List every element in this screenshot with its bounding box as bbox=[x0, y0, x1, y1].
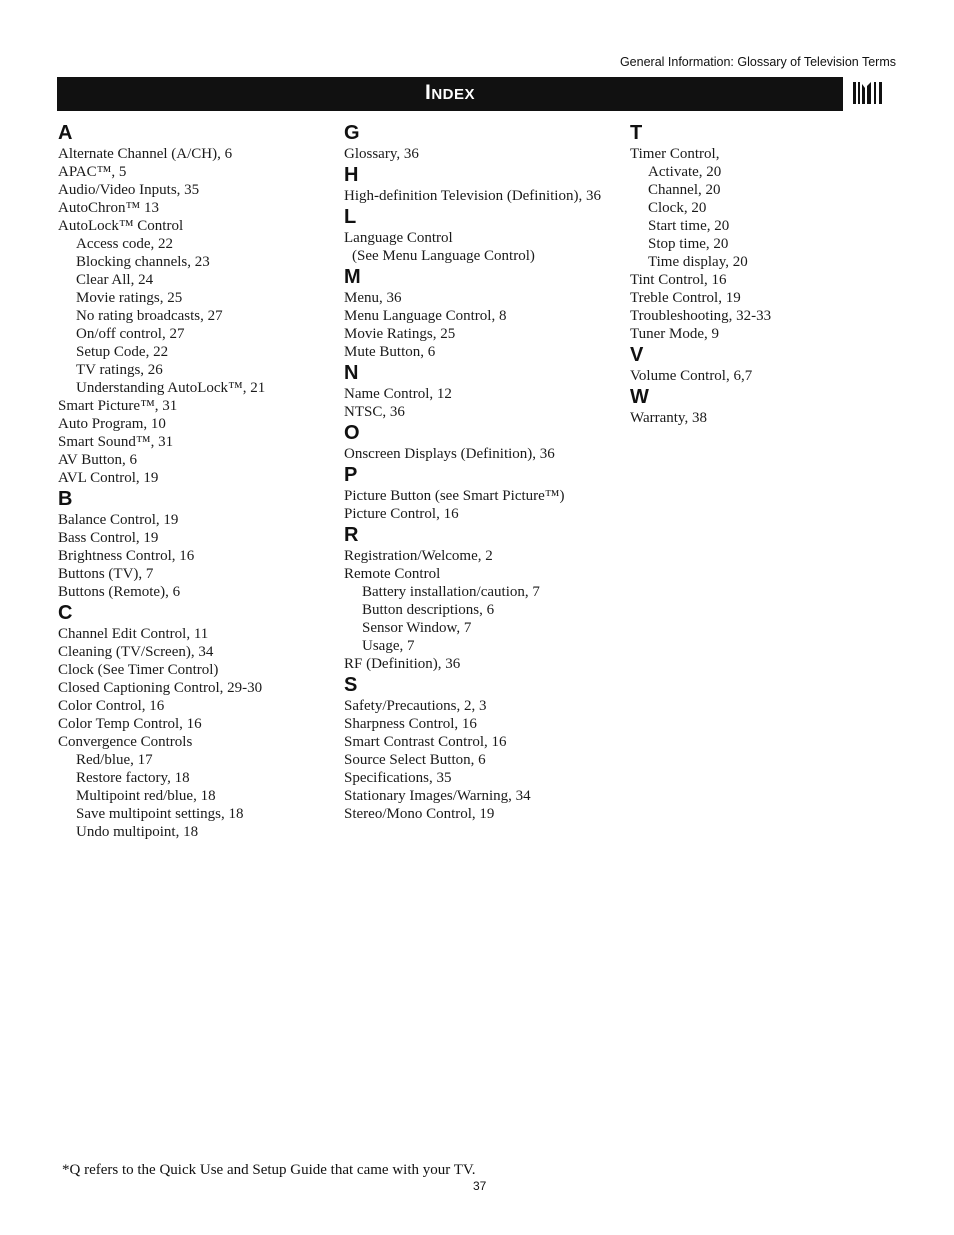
index-entry: Glossary, 36 bbox=[344, 146, 419, 162]
index-letter-heading: W bbox=[630, 386, 649, 408]
index-column-3 bbox=[630, 121, 910, 427]
index-letter-heading: O bbox=[344, 422, 360, 444]
index-letter-heading: M bbox=[344, 266, 361, 288]
index-subentry: TV ratings, 26 bbox=[76, 362, 163, 378]
index-entry: Sharpness Control, 16 bbox=[344, 716, 477, 732]
index-section-v bbox=[630, 343, 910, 385]
index-letter-heading: L bbox=[344, 206, 357, 228]
page-number: 37 bbox=[473, 1179, 487, 1193]
index-entry: Alternate Channel (A/CH), 6 bbox=[58, 146, 233, 162]
index-entry: Buttons (TV), 7 bbox=[58, 566, 154, 582]
index-entry: (See Menu Language Control) bbox=[352, 248, 535, 264]
index-entry: Movie Ratings, 25 bbox=[344, 326, 456, 342]
index-subentry: Button descriptions, 6 bbox=[362, 602, 495, 618]
index-entry: Picture Control, 16 bbox=[344, 506, 459, 522]
index-letter-heading: P bbox=[344, 464, 358, 486]
index-column-2 bbox=[344, 121, 629, 823]
index-entry: NTSC, 36 bbox=[344, 404, 405, 420]
index-entry: Smart Picture™, 31 bbox=[58, 398, 178, 414]
index-entry: Audio/Video Inputs, 35 bbox=[58, 182, 200, 198]
index-letter-heading: T bbox=[630, 122, 643, 144]
index-column-1 bbox=[58, 121, 338, 841]
index-entry: Safety/Precautions, 2, 3 bbox=[344, 698, 487, 714]
index-letter-heading: N bbox=[344, 362, 359, 384]
index-entry: Color Control, 16 bbox=[58, 698, 165, 714]
index-subentry: Blocking channels, 23 bbox=[76, 254, 210, 270]
index-entry: RF (Definition), 36 bbox=[344, 656, 461, 672]
index-entry: Clock (See Timer Control) bbox=[58, 662, 219, 678]
index-section-c bbox=[58, 601, 338, 841]
index-section-m bbox=[344, 265, 629, 361]
index-entry: Timer Control, bbox=[630, 146, 720, 162]
index-letter-heading: S bbox=[344, 674, 358, 696]
index-entry: Specifications, 35 bbox=[344, 770, 452, 786]
index-section-t bbox=[630, 121, 910, 343]
index-subentry: Red/blue, 17 bbox=[76, 752, 153, 768]
index-letter-heading: B bbox=[58, 488, 73, 510]
index-entry: Color Temp Control, 16 bbox=[58, 716, 202, 732]
index-entry: Smart Sound™, 31 bbox=[58, 434, 174, 450]
index-entry: Mute Button, 6 bbox=[344, 344, 436, 360]
index-subentry: Undo multipoint, 18 bbox=[76, 824, 199, 840]
index-entry: Troubleshooting, 32-33 bbox=[630, 308, 772, 324]
index-letter-heading: H bbox=[344, 164, 359, 186]
running-header: General Information: Glossary of Television Terms bbox=[619, 55, 896, 69]
index-entry: Name Control, 12 bbox=[344, 386, 452, 402]
index-entry: Balance Control, 19 bbox=[58, 512, 179, 528]
index-entry: High-definition Television (Definition), 36 bbox=[344, 188, 601, 204]
index-entry: AutoChron™ 13 bbox=[58, 200, 159, 216]
index-subentry: Setup Code, 22 bbox=[76, 344, 169, 360]
index-section-w bbox=[630, 385, 910, 427]
title-bar bbox=[57, 77, 843, 111]
index-subentry: Sensor Window, 7 bbox=[362, 620, 472, 636]
index-subentry: Clock, 20 bbox=[648, 200, 707, 216]
index-entry: Channel Edit Control, 11 bbox=[58, 626, 209, 642]
index-section-n bbox=[344, 361, 629, 421]
index-letter-heading: A bbox=[58, 122, 73, 144]
index-section-r bbox=[344, 523, 629, 673]
index-subentry: Multipoint red/blue, 18 bbox=[76, 788, 216, 804]
index-entry: AVL Control, 19 bbox=[58, 470, 159, 486]
footnote: *Q refers to the Quick Use and Setup Guide that came with your TV. bbox=[62, 1162, 476, 1178]
index-subentry: Movie ratings, 25 bbox=[76, 290, 183, 306]
index-entry: Smart Contrast Control, 16 bbox=[344, 734, 507, 750]
index-subentry: On/off control, 27 bbox=[76, 326, 185, 342]
index-letter-heading: G bbox=[344, 122, 360, 144]
index-entry: AV Button, 6 bbox=[58, 452, 138, 468]
index-subentry: Understanding AutoLock™, 21 bbox=[76, 380, 266, 396]
index-letter-heading: R bbox=[344, 524, 359, 546]
index-subentry: Start time, 20 bbox=[648, 218, 730, 234]
index-section-b bbox=[58, 487, 338, 601]
index-entry: Treble Control, 19 bbox=[630, 290, 741, 306]
index-section-a bbox=[58, 121, 338, 487]
index-subentry: Restore factory, 18 bbox=[76, 770, 190, 786]
index-entry: Volume Control, 6,7 bbox=[630, 368, 753, 384]
index-subentry: Battery installation/caution, 7 bbox=[362, 584, 540, 600]
index-subentry: Usage, 7 bbox=[362, 638, 415, 654]
index-entry: APAC™, 5 bbox=[58, 164, 127, 180]
index-entry: Menu Language Control, 8 bbox=[344, 308, 507, 324]
index-subentry: Stop time, 20 bbox=[648, 236, 729, 252]
index-subentry: Clear All, 24 bbox=[76, 272, 154, 288]
index-subentry: No rating broadcasts, 27 bbox=[76, 308, 223, 324]
page-title: Index bbox=[424, 81, 475, 104]
index-entry: Convergence Controls bbox=[58, 734, 193, 750]
index-entry: Picture Button (see Smart Picture™) bbox=[344, 488, 565, 504]
index-section-h bbox=[344, 163, 629, 205]
index-section-g bbox=[344, 121, 629, 163]
index-entry: Source Select Button, 6 bbox=[344, 752, 486, 768]
index-entry: Warranty, 38 bbox=[630, 410, 707, 426]
index-entry: Bass Control, 19 bbox=[58, 530, 159, 546]
index-entry: AutoLock™ Control bbox=[58, 218, 184, 234]
index-entry: Buttons (Remote), 6 bbox=[58, 584, 181, 600]
index-entry: Tint Control, 16 bbox=[630, 272, 727, 288]
index-letter-heading: V bbox=[630, 344, 644, 366]
brand-logo-icon bbox=[852, 80, 888, 106]
index-entry: Remote Control bbox=[344, 566, 441, 582]
index-entry: Onscreen Displays (Definition), 36 bbox=[344, 446, 555, 462]
index-entry: Auto Program, 10 bbox=[58, 416, 166, 432]
index-entry: Menu, 36 bbox=[344, 290, 402, 306]
index-entry: Closed Captioning Control, 29-30 bbox=[58, 680, 263, 696]
index-entry: Registration/Welcome, 2 bbox=[344, 548, 493, 564]
index-entry: Stereo/Mono Control, 19 bbox=[344, 806, 495, 822]
index-subentry: Time display, 20 bbox=[648, 254, 748, 270]
index-entry: Cleaning (TV/Screen), 34 bbox=[58, 644, 214, 660]
index-subentry: Access code, 22 bbox=[76, 236, 174, 252]
index-section-l bbox=[344, 205, 629, 265]
index-subentry: Channel, 20 bbox=[648, 182, 721, 198]
index-entry: Tuner Mode, 9 bbox=[630, 326, 720, 342]
index-letter-heading: C bbox=[58, 602, 73, 624]
index-entry: Brightness Control, 16 bbox=[58, 548, 195, 564]
index-section-p bbox=[344, 463, 629, 523]
index-subentry: Activate, 20 bbox=[648, 164, 722, 180]
index-entry: Stationary Images/Warning, 34 bbox=[344, 788, 531, 804]
index-section-o bbox=[344, 421, 629, 463]
index-section-s bbox=[344, 673, 629, 823]
index-entry: Language Control bbox=[344, 230, 453, 246]
index-subentry: Save multipoint settings, 18 bbox=[76, 806, 244, 822]
